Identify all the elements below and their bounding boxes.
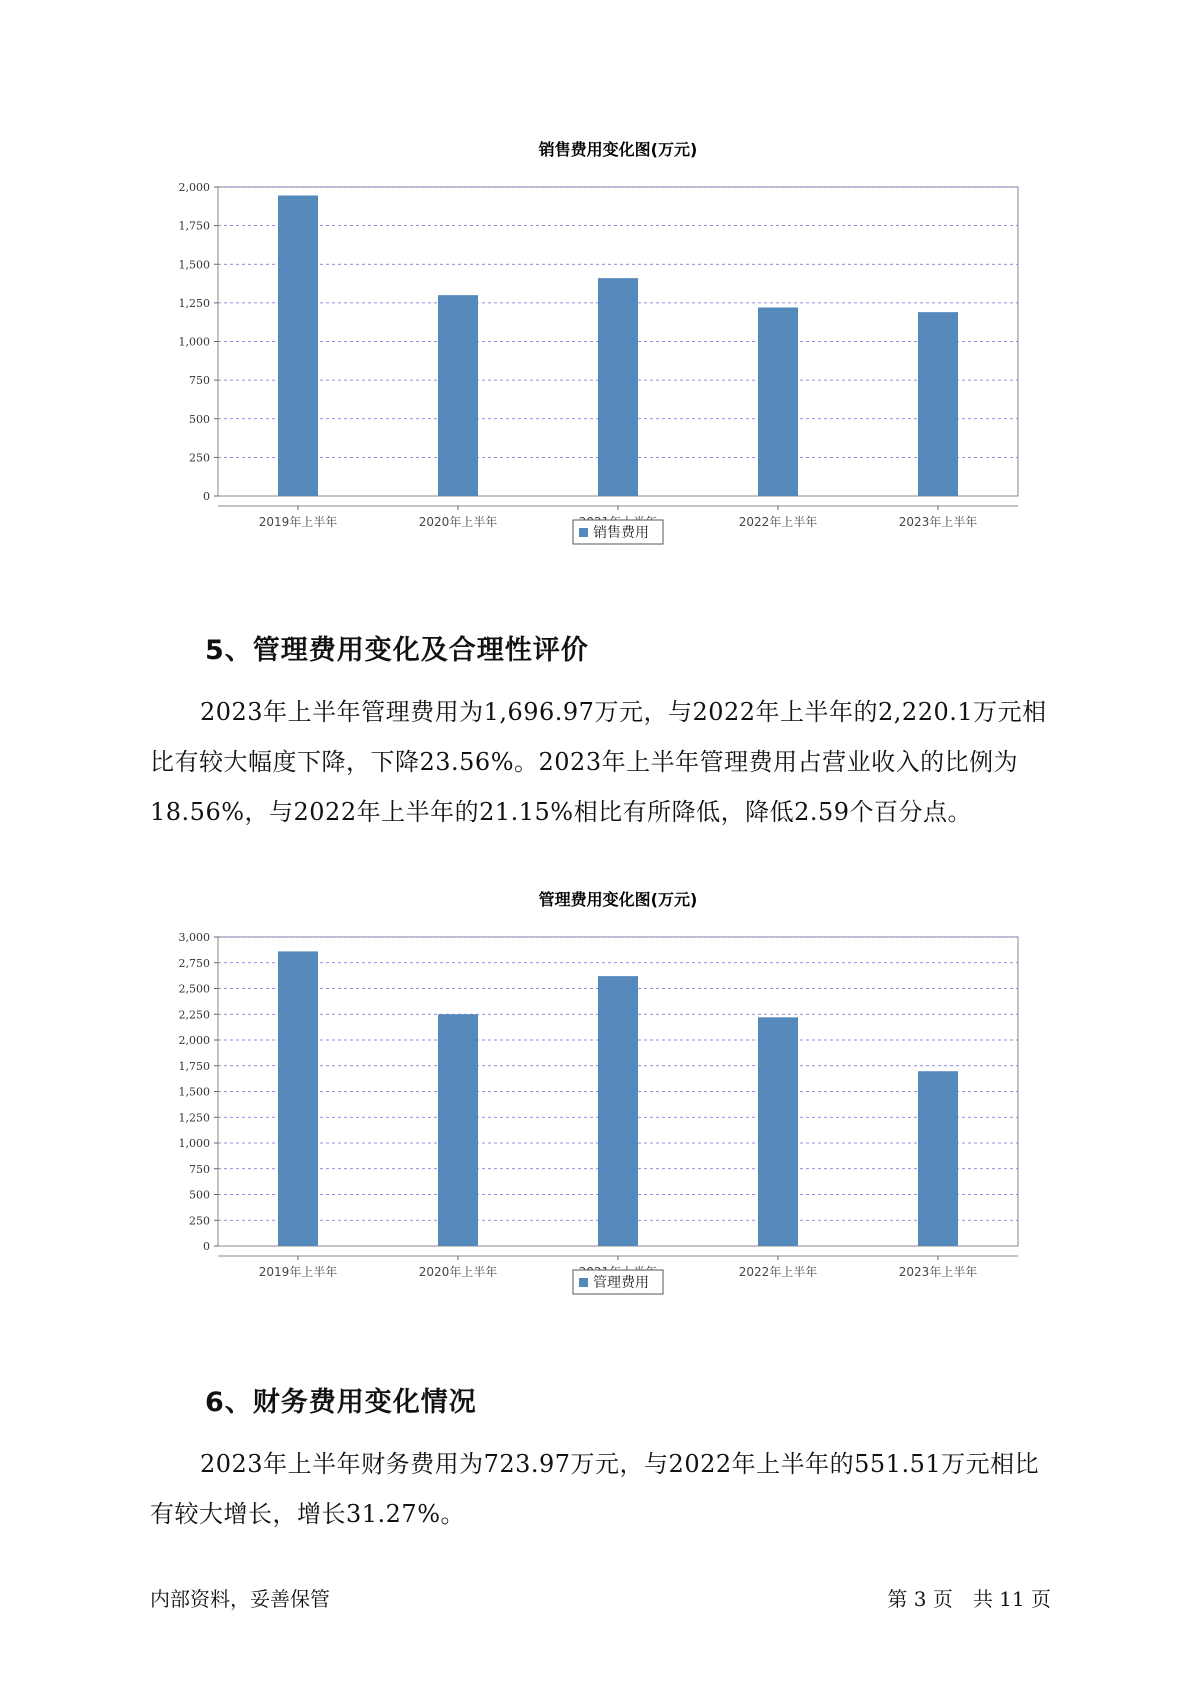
bar-2022年上半年 [758, 308, 798, 496]
legend-label: 管理费用 [593, 1275, 649, 1291]
legend [573, 520, 663, 544]
chart-title: 销售费用变化图(万元) [538, 140, 698, 159]
chart-title: 管理费用变化图(万元) [538, 890, 698, 909]
y-tick-label: 250 [189, 1214, 210, 1228]
y-tick-label: 1,500 [178, 1085, 210, 1099]
bar-2023年上半年 [918, 1071, 958, 1246]
x-tick-label: 2019年上半年 [258, 515, 338, 529]
legend-label: 销售费用 [593, 525, 649, 541]
x-tick-label: 2020年上半年 [418, 1265, 498, 1279]
bar-2021年上半年 [598, 278, 638, 496]
x-tick-label: 2023年上半年 [898, 515, 978, 529]
bar-2019年上半年 [278, 195, 318, 496]
section5-heading: 5、管理费用变化及合理性评价 [205, 635, 589, 666]
x-tick-label: 2022年上半年 [738, 515, 818, 529]
x-tick-label: 2019年上半年 [258, 1265, 338, 1279]
x-tick-label: 2022年上半年 [738, 1265, 818, 1279]
y-tick-label: 2,000 [178, 1034, 210, 1047]
y-tick-label: 1,000 [178, 335, 210, 349]
legend [573, 1270, 663, 1294]
bar-2022年上半年 [758, 1017, 798, 1246]
bar-2019年上半年 [278, 951, 318, 1246]
y-tick-label: 0 [203, 1240, 210, 1253]
y-tick-label: 2,250 [178, 1008, 210, 1022]
y-tick-label: 1,000 [178, 1137, 210, 1150]
section6-heading: 6、财务费用变化情况 [205, 1387, 477, 1418]
bar-2020年上半年 [438, 1014, 478, 1246]
y-tick-label: 1,750 [178, 219, 210, 233]
y-tick-label: 1,250 [178, 1111, 210, 1125]
x-tick-label: 2020年上半年 [418, 515, 498, 529]
y-tick-label: 2,500 [178, 982, 210, 996]
footer-page-number: 第 3 页 共 11 页 [887, 1587, 1051, 1611]
y-tick-label: 250 [189, 451, 210, 465]
y-tick-label: 2,750 [178, 956, 210, 970]
y-tick-label: 1,250 [178, 296, 210, 310]
bar-2020年上半年 [438, 295, 478, 496]
bar-2021年上半年 [598, 976, 638, 1246]
admin-chart-svg [150, 885, 1020, 1305]
y-tick-label: 1,500 [178, 258, 210, 272]
y-tick-label: 500 [189, 1188, 210, 1202]
y-tick-label: 750 [189, 1162, 210, 1176]
section5-paragraph: 2023年上半年管理费用为1,696.97万元，与2022年上半年的2,220.1万元相比有较大幅度下降，下降23.56%。2023年上半年管理费用占营业收入的比例为18.56%，与2022年上半年的21.15%相比有所降低，降低2.59个百分点。 [150, 698, 1047, 826]
legend-swatch [579, 1278, 588, 1287]
y-tick-label: 2,000 [178, 181, 210, 194]
legend-swatch [579, 528, 588, 537]
footer-left: 内部资料，妥善保管 [150, 1587, 330, 1611]
y-tick-label: 3,000 [178, 931, 210, 944]
y-tick-label: 0 [203, 490, 210, 503]
y-tick-label: 750 [189, 374, 210, 388]
x-tick-label: 2023年上半年 [898, 1265, 978, 1279]
y-tick-label: 1,750 [178, 1059, 210, 1073]
sales-expense-chart [150, 135, 1020, 555]
sales-chart-svg [150, 135, 1020, 555]
section6-paragraph: 2023年上半年财务费用为723.97万元，与2022年上半年的551.51万元相比有较大增长，增长31.27%。 [150, 1450, 1040, 1528]
y-tick-label: 500 [189, 412, 210, 426]
bar-2023年上半年 [918, 312, 958, 496]
admin-expense-chart [150, 885, 1020, 1305]
